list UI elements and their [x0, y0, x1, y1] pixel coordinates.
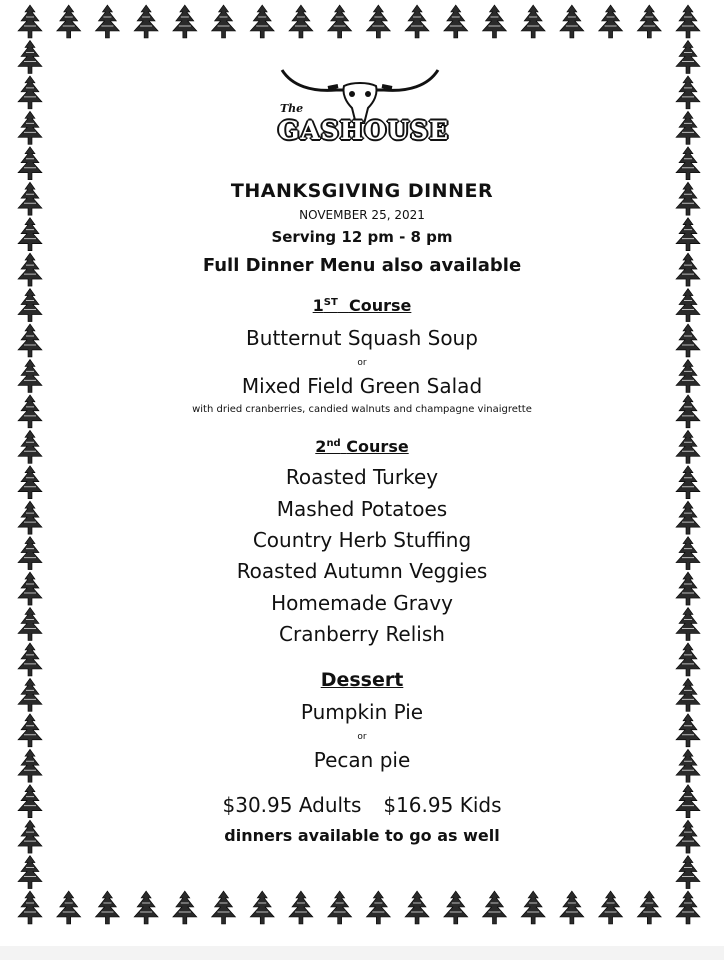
- tree-icon: [521, 891, 545, 924]
- tree-icon: [57, 891, 81, 924]
- tree-icon: [560, 5, 584, 38]
- tree-icon: [676, 147, 700, 180]
- tree-icon: [676, 76, 700, 109]
- tree-icon: [676, 111, 700, 144]
- second-course-ordinal: nd: [326, 438, 341, 449]
- dessert-item: Pecan pie: [313, 748, 411, 772]
- second-course-item: Country Herb Stuffing: [252, 528, 472, 552]
- tree-icon: [521, 5, 545, 38]
- tree-icon: [212, 891, 236, 924]
- price-line: [0, 793, 724, 817]
- tree-icon: [173, 891, 197, 924]
- tree-icon: [95, 891, 119, 924]
- tree-icon: [482, 891, 506, 924]
- tree-icon: [599, 891, 623, 924]
- first-course-item: Butternut Squash Soup: [246, 326, 478, 350]
- tree-icon: [676, 891, 700, 924]
- adult-price: $30.95 Adults: [222, 793, 362, 817]
- second-course-item: Homemade Gravy: [271, 591, 453, 615]
- to-go-note: dinners available to go as well: [224, 826, 500, 845]
- tree-icon: [405, 5, 429, 38]
- dessert-label: Dessert: [320, 669, 404, 691]
- tree-icon: [444, 891, 468, 924]
- first-course-ordinal: ST: [323, 297, 338, 308]
- tree-icon: [18, 111, 42, 144]
- dessert-item: Pumpkin Pie: [300, 700, 424, 724]
- second-course-item: Roasted Autumn Veggies: [236, 559, 488, 583]
- event-date: NOVEMBER 25, 2021: [299, 208, 425, 222]
- tree-icon: [134, 5, 158, 38]
- tree-icon: [599, 5, 623, 38]
- tree-icon: [560, 891, 584, 924]
- menu-title: THANKSGIVING DINNER: [230, 180, 494, 202]
- tree-icon: [173, 5, 197, 38]
- tree-icon: [637, 5, 661, 38]
- second-course-item: Roasted Turkey: [285, 465, 439, 489]
- first-course-item: Mixed Field Green Salad: [241, 374, 483, 398]
- second-course-item: Cranberry Relish: [279, 622, 445, 646]
- tree-icon: [250, 891, 274, 924]
- kids-price: $16.95 Kids: [383, 793, 502, 817]
- tree-icon: [366, 5, 390, 38]
- tree-icon: [250, 5, 274, 38]
- tree-icon: [676, 5, 700, 38]
- second-course-label: Course: [346, 437, 409, 456]
- serving-hours: Serving 12 pm - 8 pm: [271, 228, 453, 246]
- tree-icon: [289, 5, 313, 38]
- first-course-heading: [0, 296, 724, 315]
- tree-icon: [676, 40, 700, 73]
- tree-icon: [328, 5, 352, 38]
- tree-icon: [328, 891, 352, 924]
- logo-prefix: The: [280, 102, 304, 115]
- tree-icon: [482, 5, 506, 38]
- or-divider: or: [357, 732, 367, 742]
- tree-icon: [289, 891, 313, 924]
- logo-wordmark: GASHOUSE: [278, 116, 450, 145]
- second-course-number: 2: [315, 437, 327, 456]
- full-menu-note: Full Dinner Menu also available: [202, 255, 522, 276]
- tree-icon: [18, 147, 42, 180]
- tree-icon: [444, 5, 468, 38]
- tree-icon: [18, 5, 42, 38]
- tree-icon: [405, 891, 429, 924]
- second-course-heading: [0, 437, 724, 456]
- tree-icon: [212, 5, 236, 38]
- tree-icon: [18, 76, 42, 109]
- longhorn-skull-icon: [278, 64, 442, 124]
- first-course-number: 1: [312, 296, 324, 315]
- tree-icon: [18, 856, 42, 889]
- tree-icon: [366, 891, 390, 924]
- tree-icon: [57, 5, 81, 38]
- salad-description: with dried cranberries, candied walnuts and champagne vinaigrette: [192, 404, 532, 415]
- second-course-item: Mashed Potatoes: [276, 497, 448, 521]
- first-course-label: Course: [348, 296, 412, 315]
- dessert-heading: [0, 669, 724, 691]
- tree-icon: [637, 891, 661, 924]
- or-divider: or: [357, 358, 367, 368]
- tree-icon: [134, 891, 158, 924]
- tree-icon: [18, 891, 42, 924]
- tree-icon: [676, 856, 700, 889]
- tree-icon: [95, 5, 119, 38]
- gashouse-logo: [278, 64, 450, 164]
- tree-icon: [18, 40, 42, 73]
